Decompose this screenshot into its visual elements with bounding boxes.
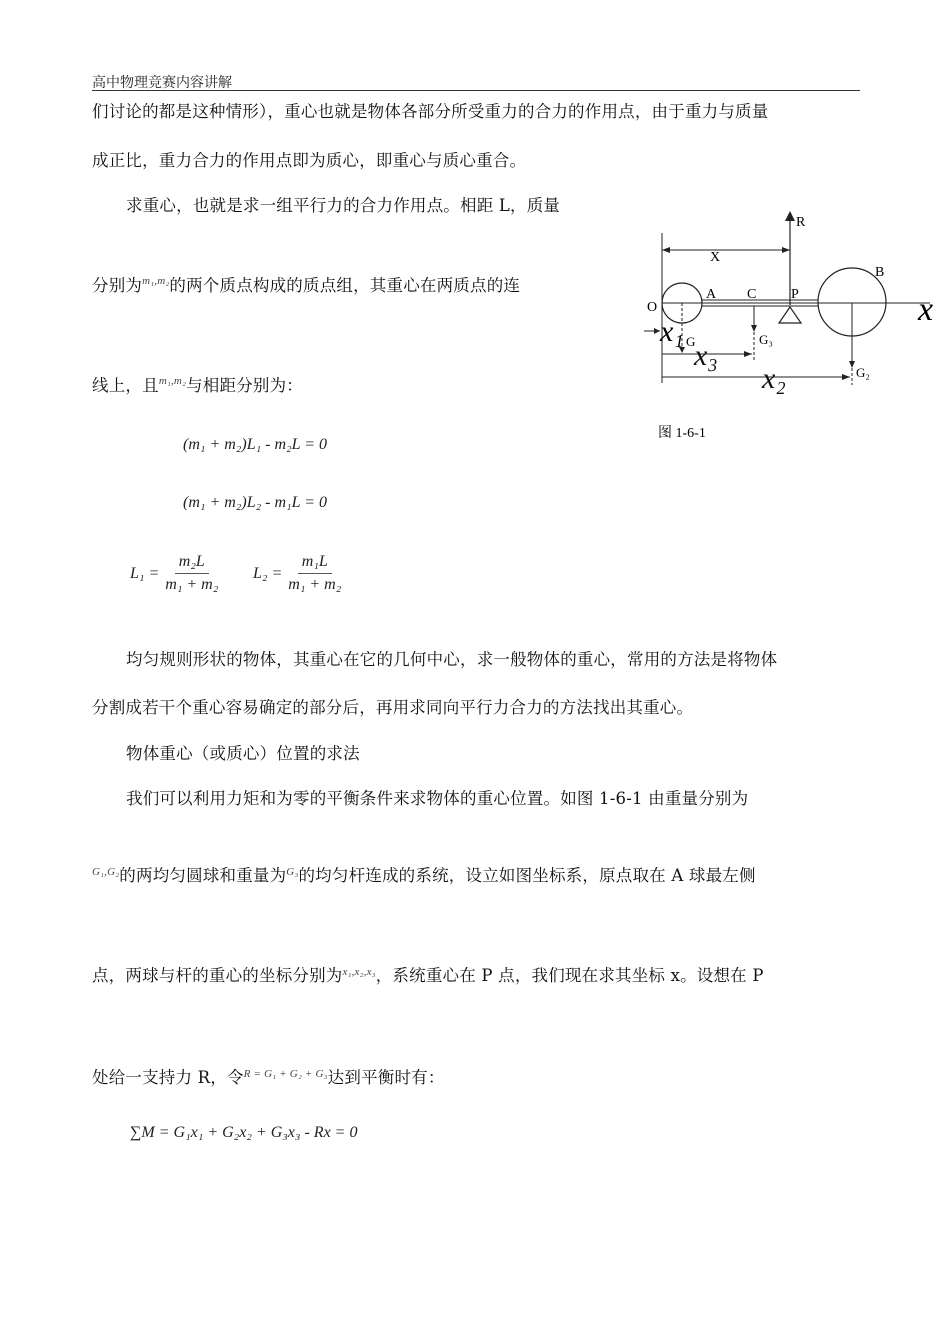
- equation-L2: [253, 553, 345, 594]
- L1-fraction: [161, 553, 222, 594]
- label-G2: G₂: [856, 365, 870, 380]
- moment-equation: ∑M = G₁x₁ + G₂x₂ + G₃x₃ - Rx = 0: [130, 1124, 358, 1141]
- m1-m2-symbol: m₁,m₂: [142, 275, 170, 287]
- paragraph-5-start: 线上，且: [92, 376, 159, 395]
- label-G1: G: [686, 334, 696, 349]
- x3-arrowhead: [744, 351, 752, 357]
- paragraph-9: 我们可以利用力矩和为零的平衡条件来求物体的重心位置。如图 1-6-1 由重量分别为: [126, 789, 749, 808]
- x1-x2-x3-symbol: x₁,x₂,x₃: [342, 966, 376, 978]
- paragraph-12-start: 处给一支持力 R，令: [92, 1068, 244, 1087]
- G2-arrowhead: [849, 361, 855, 368]
- equation-1: (m₁ + m₂)L₁ - m₂L = 0: [183, 436, 327, 453]
- paragraph-7: 分割成若干个重心容易确定的部分后，再用求同向平行力合力的方法找出其重心。: [92, 698, 694, 717]
- paragraph-6: 均匀规则形状的物体，其重心在它的几何中心，求一般物体的重心，常用的方法是将物体: [126, 650, 778, 669]
- label-O: O: [647, 300, 658, 315]
- label-C: C: [747, 287, 757, 302]
- paragraph-2: 成正比，重力合力的作用点即为质心，即重心与质心重合。: [92, 151, 527, 170]
- R-sum-symbol: R = G₁ + G₂ + G₃: [243, 1068, 328, 1080]
- label-x-axis: x: [918, 291, 934, 328]
- pivot-triangle: [779, 307, 801, 323]
- equation-L1: [130, 553, 222, 594]
- L2-lhs: L₂ =: [253, 564, 283, 582]
- paragraph-4: [92, 272, 520, 296]
- label-X: X: [710, 250, 721, 265]
- L1-denominator: m₁ + m₂: [165, 576, 219, 593]
- paragraph-4-start: 分别为: [92, 276, 143, 295]
- label-A: A: [706, 287, 717, 302]
- label-R: R: [796, 215, 806, 230]
- figure-1-6-1: [630, 205, 945, 450]
- label-B: B: [875, 265, 885, 280]
- G1-G2-symbol: G₁,G₂: [92, 866, 120, 878]
- paragraph-1: 们讨论的都是这种情形），重心也就是物体各部分所受重力的合力的作用点，由于重力与质量: [92, 102, 769, 121]
- support-force-arrowhead: [785, 211, 795, 221]
- L2-numerator: m₁L: [298, 553, 332, 574]
- L2-denominator: m₁ + m₂: [288, 576, 342, 593]
- label-G3: G₃: [759, 332, 773, 347]
- paragraph-4-end: 的两个质点构成的质点组，其重心在两质点的连: [169, 276, 521, 295]
- header-rule: [92, 90, 860, 91]
- dimension-x-arrow-left: [662, 247, 670, 253]
- L1-numerator: m₂L: [175, 553, 209, 574]
- page-header: 高中物理竞赛内容讲解: [92, 75, 232, 91]
- paragraph-8: 物体重心（或质心）位置的求法: [126, 744, 360, 763]
- x2-arrowhead: [842, 374, 850, 380]
- equation-2: (m₁ + m₂)L₂ - m₁L = 0: [183, 494, 327, 511]
- paragraph-5: [92, 372, 303, 396]
- L2-fraction: [284, 553, 345, 594]
- G3-symbol: G₃: [286, 866, 299, 878]
- dimension-x-arrow-right: [782, 247, 790, 253]
- paragraph-5-end: 与相距分别为：: [186, 376, 304, 395]
- label-x3: x₃: [694, 339, 718, 372]
- L1-lhs: L₁ =: [130, 564, 160, 582]
- label-x1: x₁: [660, 315, 684, 348]
- G3-arrowhead: [751, 325, 757, 332]
- label-P: P: [791, 287, 799, 302]
- paragraph-11-end: ，系统重心在 P 点，我们现在求其坐标 x。设想在 P: [375, 966, 764, 985]
- m1-m2-symbol: m₁,m₂: [158, 375, 187, 387]
- paragraph-10: [92, 862, 756, 886]
- paragraph-12: [92, 1064, 445, 1088]
- figure-caption: 图 1-6-1: [658, 426, 706, 441]
- paragraph-10-mid: 的两均匀圆球和重量为: [119, 866, 287, 885]
- label-x2: x₂: [762, 362, 786, 395]
- paragraph-11-start: 点，两球与杆的重心的坐标分别为: [92, 966, 343, 985]
- paragraph-10-end: 的均匀杆连成的系统，设立如图坐标系，原点取在 A 球最左侧: [298, 866, 756, 885]
- paragraph-11: [92, 962, 764, 986]
- paragraph-3: 求重心，也就是求一组平行力的合力作用点。相距 L，质量: [126, 196, 561, 215]
- paragraph-12-end: 达到平衡时有：: [327, 1068, 445, 1087]
